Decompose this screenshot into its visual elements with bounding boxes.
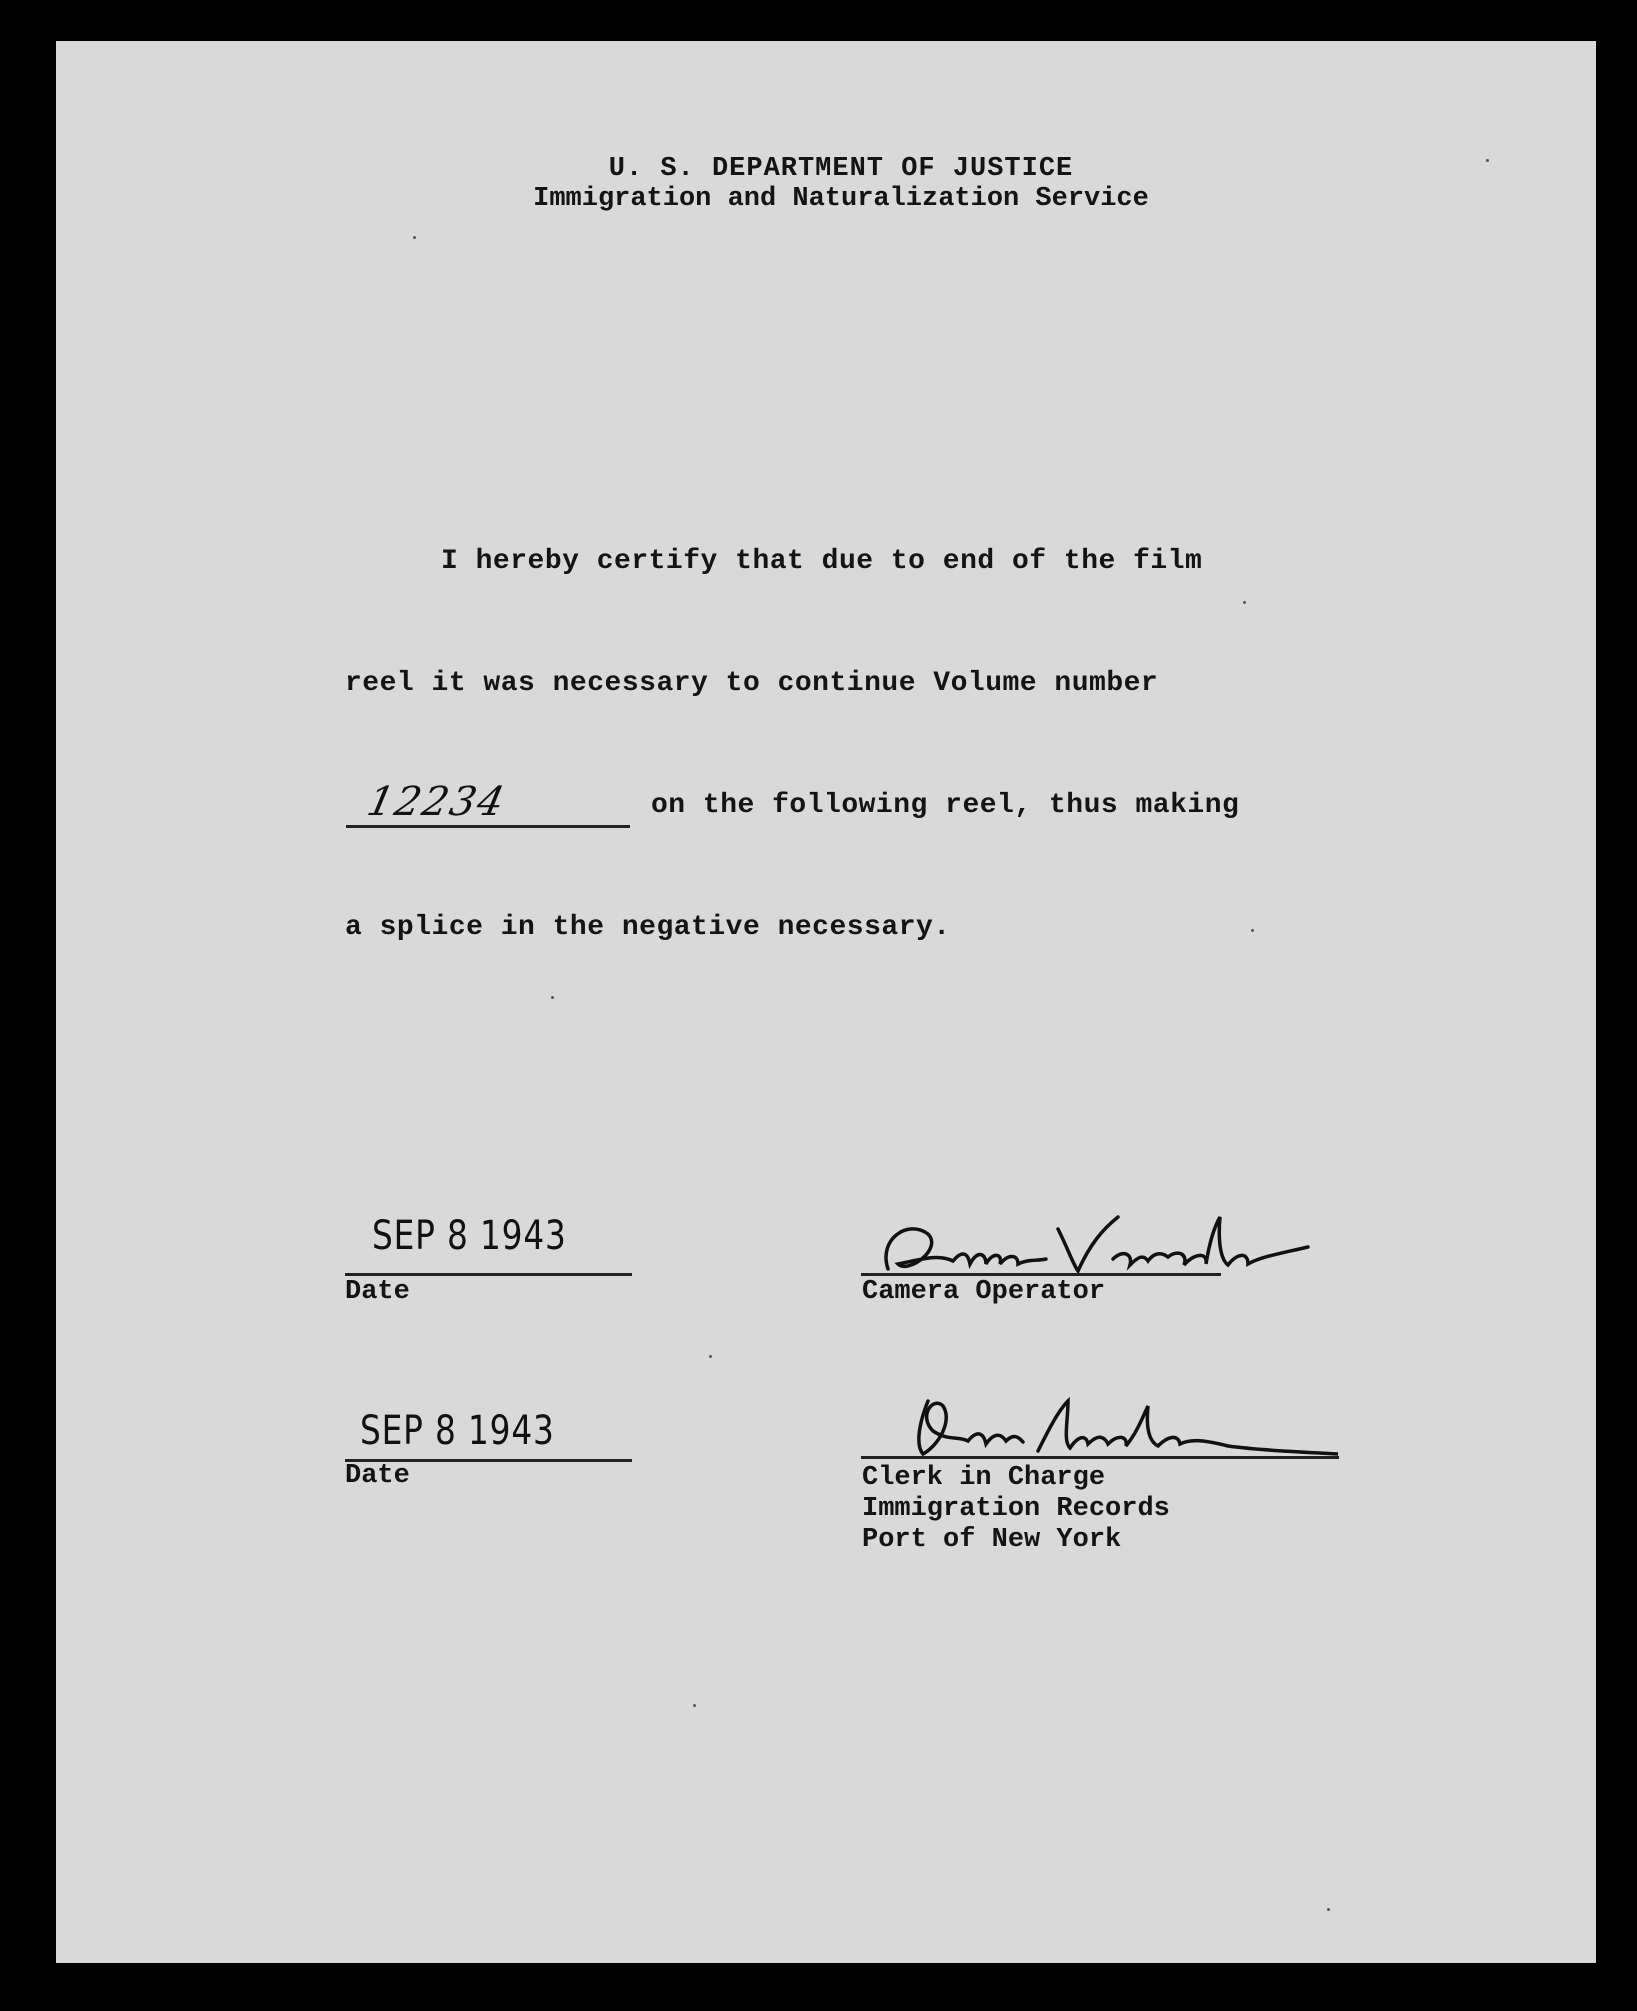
scan-speck bbox=[413, 236, 416, 239]
clerk-date-stamp: SEP 8 1943 bbox=[360, 1408, 555, 1454]
volume-number-underline bbox=[346, 825, 630, 828]
clerk-signature bbox=[898, 1386, 1338, 1466]
camera-operator-signature-line bbox=[861, 1273, 1221, 1276]
camera-operator-label: Camera Operator bbox=[862, 1277, 1106, 1307]
scan-speck bbox=[1243, 601, 1246, 604]
certification-line-4: a splice in the negative necessary. bbox=[345, 912, 951, 943]
scan-speck bbox=[709, 1355, 712, 1358]
camera-date-stamp: SEP 8 1943 bbox=[372, 1213, 567, 1259]
certification-line-2: reel it was necessary to continue Volume number bbox=[345, 668, 1159, 699]
scan-speck bbox=[1486, 159, 1489, 162]
clerk-role-label-2: Immigration Records bbox=[862, 1494, 1170, 1524]
camera-date-label: Date bbox=[345, 1277, 410, 1307]
scan-speck bbox=[1251, 929, 1254, 932]
clerk-date-label: Date bbox=[345, 1461, 410, 1491]
volume-number-handwritten: 12234 bbox=[363, 779, 511, 825]
agency-subtitle: Immigration and Naturalization Service bbox=[533, 184, 1149, 214]
clerk-role-label-1: Clerk in Charge bbox=[862, 1463, 1106, 1493]
certification-line-1: I hereby certify that due to end of the film bbox=[441, 546, 1203, 577]
document-page bbox=[56, 41, 1596, 1963]
agency-title: U. S. DEPARTMENT OF JUSTICE bbox=[608, 154, 1074, 184]
scan-speck bbox=[693, 1704, 696, 1707]
clerk-signature-line bbox=[861, 1456, 1339, 1459]
clerk-role-label-3: Port of New York bbox=[862, 1525, 1122, 1555]
scan-speck bbox=[551, 996, 554, 999]
certification-line-3: on the following reel, thus making bbox=[651, 790, 1240, 821]
scan-speck bbox=[1327, 1908, 1330, 1911]
camera-date-line bbox=[345, 1273, 632, 1276]
